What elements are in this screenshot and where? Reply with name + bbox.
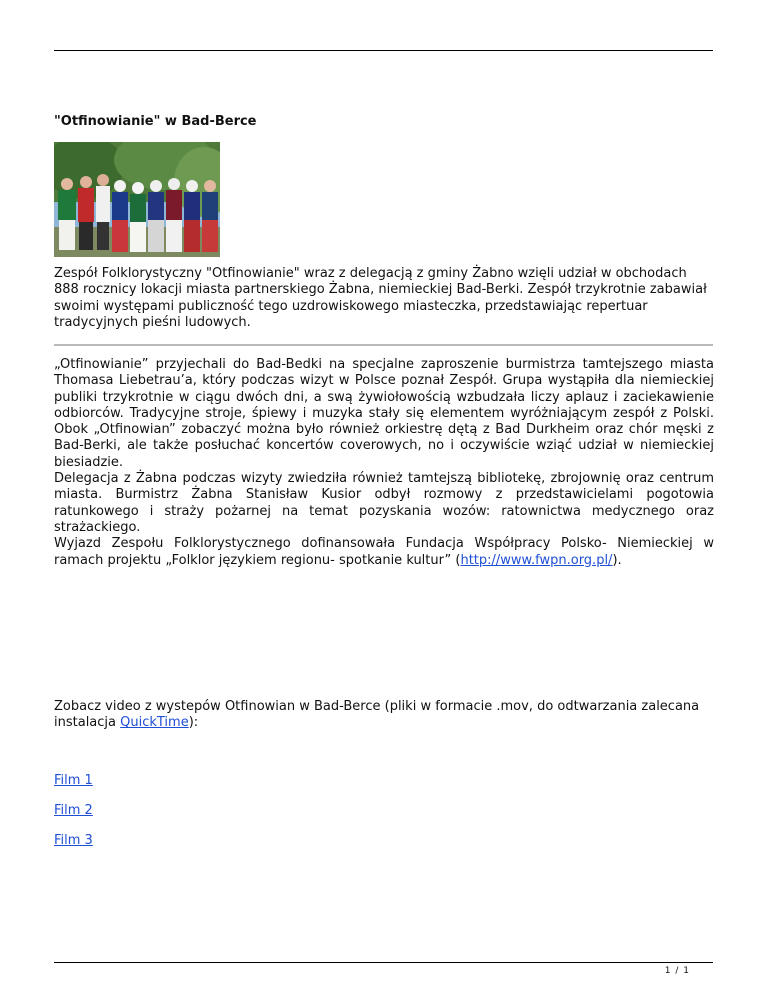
folk-ensemble-photo [54,142,220,257]
article-title: "Otfinowianie" w Bad-Berce [54,114,257,129]
page-number: 1 / 1 [664,966,690,976]
lead-paragraph: Zespół Folklorystyczny "Otfinowianie" wraz z delegacją z gminy Żabno wzięli udział w obchodach 888 rocznicy lokacji miasta partnerskiego Żabna, niemieckiej Bad-Berki. Zespół trzykrotnie zabawiał swoimi występami publiczność tego uzdrowiskowego miasteczka, przedstawiając repertuar tradycyjnych pieśni ludowych. [54,266,707,330]
film-2-link[interactable]: Film 2 [54,803,93,818]
video-intro [54,699,714,732]
film-3-link[interactable]: Film 3 [54,833,93,848]
top-rule [54,50,713,51]
body-paragraph-1: „Otfinowianie” przyjechali do Bad-Bedki na specjalne zaproszenie burmistrza tamtejszego miasta Thomasa Liebetrau’a, który podczas wizyt w Polsce poznał Zespół. Grupa wystąpiła dla niemieckiej publiki trzykrotnie w ciągu dwóch dni, a swą żywiołowością wzbudzała liczy aplauz i zaciekawienie odbiorców. Tradycyjne stroje, śpiewy i muzyka stały się elementem wyróżniającym zespół z Polski. Obok „Otfinowian” zobaczyć można było również orkiestrę dętą z Bad Durkheim oraz chór męski z Bad-Berki, ale także posłuchać koncertów coverowych, no i oczywiście wziąć udział w niemieckiej biesiadzie. [54,357,714,470]
article-body [54,357,714,569]
video-intro-text: Zobacz video z wystepów Otfinowian w Bad-Berce (pliki w formacie .mov, do odtwarzania zalecana instalacja [54,699,700,731]
video-intro-end: ): [188,715,199,731]
body-paragraph-2: Delegacja z Żabna podczas wizyty zwiedziła również tamtejszą bibliotekę, zbrojownię oraz centrum miasta. Burmistrz Żabna Stanisław Kusior odbył rozmowy z przedstawicielami pogotowia ratunkowego i straży pożarnej na temat pozyskania wozów: ratownictwa medycznego oraz strażackiego. [54,471,714,535]
funding-text-end: ). [612,552,622,568]
quicktime-link[interactable]: QuickTime [120,715,189,731]
funding-text: Wyjazd Zespołu Folklorystycznego dofinansowała Fundacja Współpracy Polsko- Niemieckiej w ramach projektu „Folklor językiem regionu- spotkanie kultur” ( [54,536,714,568]
group-photo [54,142,220,257]
film-1-link[interactable]: Film 1 [54,773,93,788]
body-paragraph-3 [54,536,714,567]
separator [54,344,713,346]
bottom-rule [54,962,713,963]
fwpn-link[interactable]: http://www.fwpn.org.pl/ [460,552,613,568]
